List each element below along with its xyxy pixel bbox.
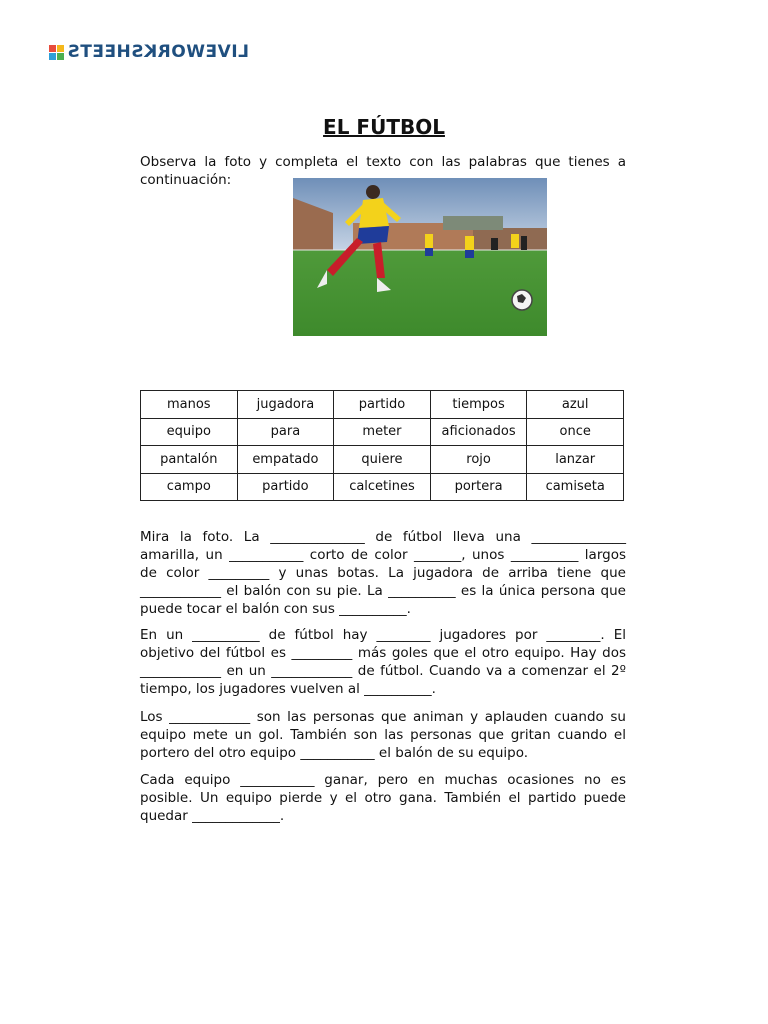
logo-mark-icon — [49, 45, 64, 60]
word-bank-cell: lanzar — [527, 446, 624, 474]
football-photo — [293, 178, 547, 336]
word-bank-cell: portera — [430, 473, 527, 501]
word-bank-cell: rojo — [430, 446, 527, 474]
word-bank-cell: equipo — [141, 418, 238, 446]
word-bank-cell: tiempos — [430, 391, 527, 419]
instructions-text: Observa la foto y completa el texto con las palabras que tienes a continuación: — [140, 154, 626, 188]
liveworksheets-logo — [49, 43, 249, 61]
page-title: EL FÚTBOL — [323, 115, 445, 139]
word-bank-cell: partido — [334, 391, 431, 419]
word-bank-row — [141, 446, 624, 474]
word-bank-cell: partido — [237, 473, 334, 501]
word-bank-cell: quiere — [334, 446, 431, 474]
word-bank-cell: calcetines — [334, 473, 431, 501]
word-bank-row — [141, 473, 624, 501]
word-bank-cell: once — [527, 418, 624, 446]
word-bank-row — [141, 418, 624, 446]
word-bank-cell: manos — [141, 391, 238, 419]
word-bank-table — [140, 390, 624, 501]
word-bank-cell: meter — [334, 418, 431, 446]
word-bank-row — [141, 391, 624, 419]
paragraph-2: En un __________ de fútbol hay ________ jugadores por ________. El objetivo del fútbol es _________ más goles que el otro equipo. Hay dos ____________ en un ____________ de fútbol. Cuando va a comenzar el 2º tiempo, los jugadores vuelven al __________. — [140, 627, 626, 697]
word-bank-cell: campo — [141, 473, 238, 501]
word-bank-cell: aficionados — [430, 418, 527, 446]
word-bank-cell: camiseta — [527, 473, 624, 501]
word-bank-cell: para — [237, 418, 334, 446]
paragraph-3: Los ____________ son las personas que animan y aplauden cuando su equipo mete un gol. También son las personas que gritan cuando el portero del otro equipo ___________ el balón de su equipo. — [140, 709, 626, 761]
logo-text: LIVEWORKSHEETS — [67, 42, 249, 62]
paragraph-4: Cada equipo ___________ ganar, pero en muchas ocasiones no es posible. Un equipo pierde y el otro gana. También el partido puede quedar _____________. — [140, 772, 626, 824]
word-bank-cell: azul — [527, 391, 624, 419]
word-bank-cell: jugadora — [237, 391, 334, 419]
paragraph-1: Mira la foto. La ______________ de fútbol lleva una ______________ amarilla, un ___________ corto de color _______, unos __________ largos de color _________ y unas botas. La jugadora de arriba tiene que ____________ el balón con su pie. La __________ es la única persona que puede tocar el balón con sus __________. — [140, 529, 626, 617]
word-bank-cell: pantalón — [141, 446, 238, 474]
word-bank-cell: empatado — [237, 446, 334, 474]
